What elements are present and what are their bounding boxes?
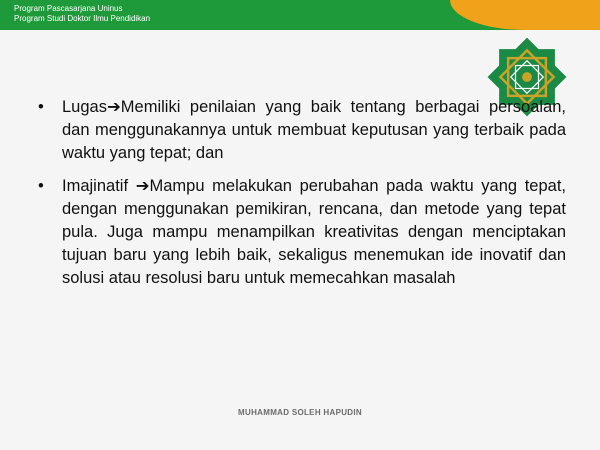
header-line-2: Program Studi Doktor Ilmu Pendidikan (14, 14, 151, 23)
footer-author: MUHAMMAD SOLEH HAPUDIN (238, 408, 362, 417)
bullet-dot: • (38, 98, 44, 116)
bullet-text: Mampu melakukan perubahan pada waktu yang tepat, dengan menggunakan pemikiran, rencana, dan metode yang tepat pula. Juga mampu menampilkan kreativitas dengan menciptakan tujuan baru yang lebih baik, sekaligus menemukan ide inovatif dan solusi atau resolusi baru untuk memecahkan masalah (62, 177, 566, 287)
arrow-icon: ➔ (106, 98, 121, 116)
bullet-term: Imajinatif (62, 177, 136, 195)
header-line-1: Program Pascasarjana Uninus (14, 4, 123, 13)
arrow-icon: ➔ (135, 177, 150, 195)
bullet-text: Memiliki penilaian yang baik tentang berbagai persoalan, dan menggunakannya untuk membuat keputusan yang terbaik pada waktu yang tepat; dan (62, 98, 566, 162)
bullet-item-imajinatif (38, 175, 566, 290)
bullet-dot: • (38, 177, 44, 195)
bullet-item-lugas (38, 96, 566, 165)
bullet-list (38, 96, 566, 300)
header-text (14, 4, 150, 24)
bullet-term: Lugas (62, 98, 107, 116)
